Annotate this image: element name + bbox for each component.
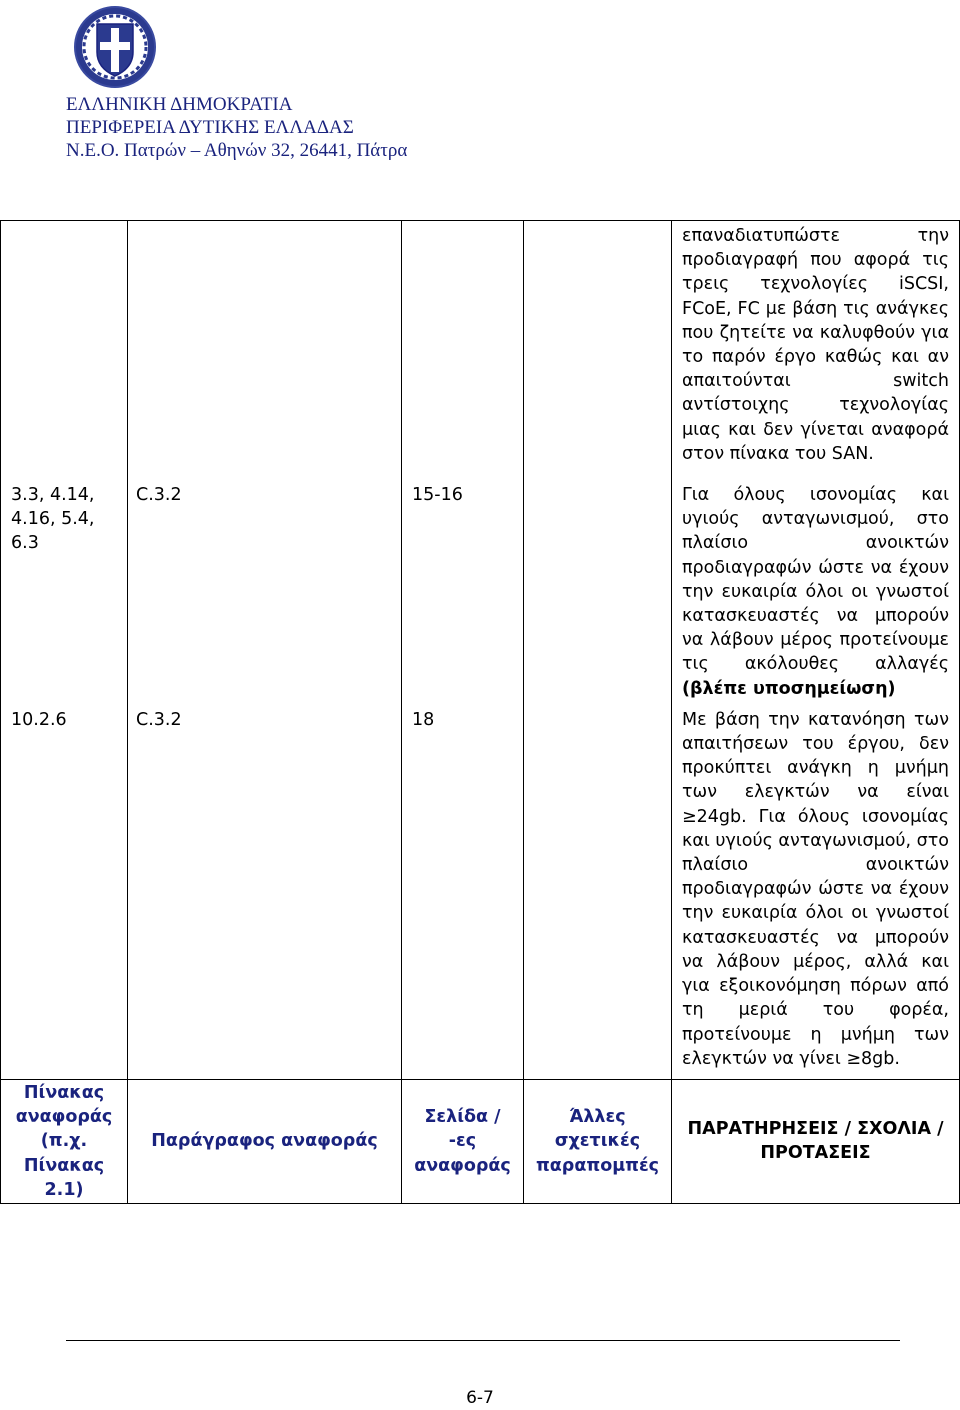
header-line-3: Ν.Ε.Ο. Πατρών – Αθηνών 32, 26441, Πάτρα xyxy=(66,140,408,161)
note-cell xyxy=(672,705,960,1080)
ref-cell xyxy=(1,480,128,705)
column-header-row xyxy=(1,1079,960,1203)
note-text-main: Για όλους ισονομίας και υγιούς ανταγωνισμού, στο πλαίσιο ανοικτών προδιαγραφών ώστε να έχουν την ευκαιρία όλοι οι γνωστοί κατασκευαστές να μπορούν να λάβουν μέρος προτείνουμε τις ακόλουθες αλλαγές xyxy=(682,485,949,675)
other-refs-cell xyxy=(524,480,672,705)
table-row xyxy=(1,480,960,705)
note-cell xyxy=(672,221,960,481)
ref-text: 3.3, 4.14, 4.16, 5.4, 6.3 xyxy=(11,485,95,554)
note-cell xyxy=(672,480,960,705)
ref-cell: 10.2.6 xyxy=(1,705,128,1080)
note-bold-text: (βλέπε υποσημείωση) xyxy=(682,678,896,699)
footer-divider xyxy=(66,1340,900,1341)
column-header-other: Άλλες σχετικές παραπομπές xyxy=(524,1079,672,1203)
note-text: επαναδιατυπώστε την προδιαγραφή που αφορά τις τρεις τεχνολογίες iSCSI, FCoE, FC με βάση τις ανάγκες που ζητείτε να καλυφθούν για το παρόν έργο καθώς και αν απαιτούνται switch αντίστοιχης τεχνολογίας μιας και δεν γίνεται αναφορά στον πίνακα του SAN. xyxy=(682,226,949,464)
page-cell xyxy=(402,221,524,481)
table-row xyxy=(1,221,960,481)
other-refs-cell xyxy=(524,221,672,481)
column-header-notes: ΠΑΡΑΤΗΡΗΣΕΙΣ / ΣΧΟΛΙΑ / ΠΡΟΤΑΣΕΙΣ xyxy=(672,1079,960,1203)
paragraph-cell: C.3.2 xyxy=(128,480,402,705)
issuer-header xyxy=(66,93,407,162)
paragraph-cell: C.3.2 xyxy=(128,705,402,1080)
column-header-ref: Πίνακας αναφοράς (π.χ. Πίνακας 2.1) xyxy=(1,1079,128,1203)
table-row xyxy=(1,705,960,1080)
column-header-paragraph: Παράγραφος αναφοράς xyxy=(128,1079,402,1203)
greek-coat-of-arms-icon xyxy=(72,4,158,90)
page-cell: 18 xyxy=(402,705,524,1080)
ref-cell xyxy=(1,221,128,481)
comments-table xyxy=(0,220,960,1204)
other-refs-cell xyxy=(524,705,672,1080)
column-header-page: Σελίδα / -ες αναφοράς xyxy=(402,1079,524,1203)
page-number: 6-7 xyxy=(466,1388,494,1408)
paragraph-cell xyxy=(128,221,402,481)
note-text xyxy=(682,483,949,677)
header-line-1: ΕΛΛΗΝΙΚΗ ΔΗΜΟΚΡΑΤΙΑ xyxy=(66,94,293,115)
note-text: Με βάση την κατανόηση των απαιτήσεων του έργου, δεν προκύπτει ανάγκη η μνήμη των ελεγκτών να είναι ≥24gb. Για όλους ισονομίας και υγιούς ανταγωνισμού, στο πλαίσιο ανοικτών προδιαγραφών ώστε να έχουν την ευκαιρία όλοι οι γνωστοί κατασκευαστές να μπορούν να λάβουν μέρος, αλλά και για εξοικονόμηση πόρων από τη μεριά του φορέα, προτείνουμε η μνήμη των ελεγκτών να γίνει ≥8gb. xyxy=(682,709,950,1069)
header-line-2: ΠΕΡΙΦΕΡΕΙΑ ΔΥΤΙΚΗΣ ΕΛΛΑΔΑΣ xyxy=(66,117,354,138)
page-cell: 15-16 xyxy=(402,480,524,705)
